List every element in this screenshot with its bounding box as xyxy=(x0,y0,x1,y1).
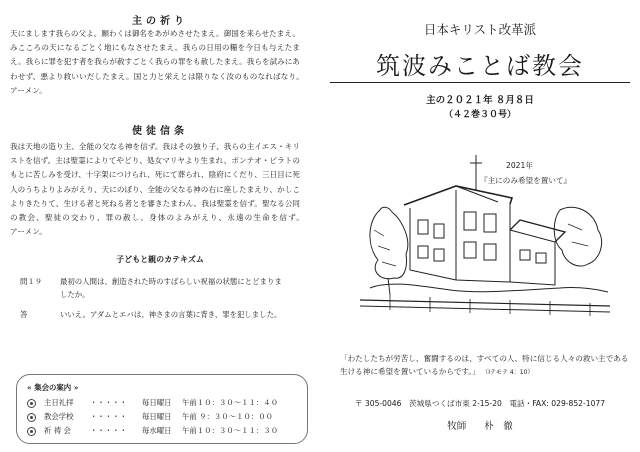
meeting-time: 午前１０：３０～１１：４０ xyxy=(182,398,279,407)
year-label: 2021年 xyxy=(506,161,533,170)
catechism-heading: 子どもと親のカテキズム xyxy=(116,254,204,264)
meeting-name: 教会学校 xyxy=(44,412,74,421)
title-divider xyxy=(330,82,630,83)
catechism-question-label: 問１９ xyxy=(20,277,43,286)
apostles-creed-text: 我は天地の造り主、全能の父なる神を信ず。我はその独り子、我らの主イエス・キリストを信ず。主は聖霊によりてやどり、処女マリヤより生まれ、ポンテオ・ピラトのもとに苦しみを受け、十字架につけられ、死にて葬られ、陰府にくだり、三日目に死人のうちよりよみがえり、天にのぼり、全能の父なる神の右に座したまえり、かしこよりきたりて、生ける者と死ねる者とを審きたまわん。我は聖霊を信ず。聖なる公同の教会、聖徒の交わり、罪の赦し、身体のよみがえり、永遠の生命を信ず。 アーメン。 xyxy=(10,142,331,237)
bulletin-date: 主の２０２１年 ８月８日 xyxy=(426,95,534,106)
catechism-answer-label: 答 xyxy=(20,310,28,319)
pastor-line xyxy=(330,418,630,432)
meeting-row xyxy=(27,396,297,410)
meeting-dots: ・・・・・ xyxy=(90,398,127,407)
meeting-time: 午前１０：３０～１１：３０ xyxy=(182,426,279,435)
meeting-name: 祈 祷 会 xyxy=(44,426,71,435)
scripture-quote xyxy=(340,352,630,379)
bulletin-volume: （４２巻３０号） xyxy=(443,110,516,120)
meeting-dots: ・・・・・ xyxy=(90,426,127,435)
meeting-guide-box xyxy=(16,374,308,444)
lords-prayer-text: 天にまします我らの父よ。願わくは御名をあがめさせたまえ。御国を来らせたまえ。みこころの天になるごとく地にもなさせたまえ。我らの日用の糧を今日も与えたまえ。我らに罪を犯す者を我らが赦すごとく我らの罪をも赦したまえ。我らを試みにあわせず、悪より救いいだしたまえ。国と力と栄えとは限りなく汝のものなればなり。 アーメン。 xyxy=(10,29,323,95)
meeting-guide-title: « 集会の案内 » xyxy=(27,383,79,392)
meeting-day: 毎日曜日 xyxy=(142,412,172,421)
bullet-circle-icon xyxy=(27,427,36,436)
meeting-time: 午前 ９：３０～１０：００ xyxy=(182,412,274,421)
catechism-question: 最初の人間は、創造された時のすばらしい祝福の状態にとどまりましたか。 xyxy=(60,277,282,299)
meeting-row xyxy=(27,410,297,424)
scripture-reference: （Ⅰテモテ 4：10） xyxy=(482,369,534,376)
bullet-circle-icon xyxy=(27,413,36,422)
church-name-title: 筑波みことば教会 xyxy=(376,52,584,80)
pastor-title: 牧師 xyxy=(447,421,467,432)
denomination-name: 日本キリスト改革派 xyxy=(423,22,537,37)
catechism-answer: いいえ。アダムとエバは、神さまの言葉に背き、罪を犯しました。 xyxy=(60,310,282,319)
year-motto: 『主にのみ希望を置いて』 xyxy=(480,176,572,185)
apostles-creed-heading: 使徒信条 xyxy=(132,126,188,137)
scripture-text: 「わたしたちが労苦し、奮闘するのは、すべての人、特に信じる人々の救い主である生ける神に希望を置いているからです。」 xyxy=(340,354,629,376)
bullet-circle-icon xyxy=(27,399,36,408)
meeting-name: 主日礼拝 xyxy=(44,398,74,407)
pastor-name: 朴 徹 xyxy=(484,421,513,432)
meeting-dots: ・・・・・ xyxy=(90,412,127,421)
meeting-day: 毎水曜日 xyxy=(142,426,172,435)
meeting-day: 毎日曜日 xyxy=(142,398,172,407)
meeting-row xyxy=(27,424,297,438)
church-address: 〒 305-0046 茨城県つくば市東 2-15-20 電話・FAX: 029-852-1077 xyxy=(354,399,606,408)
lords-prayer-heading: 主の祈り xyxy=(132,16,188,27)
